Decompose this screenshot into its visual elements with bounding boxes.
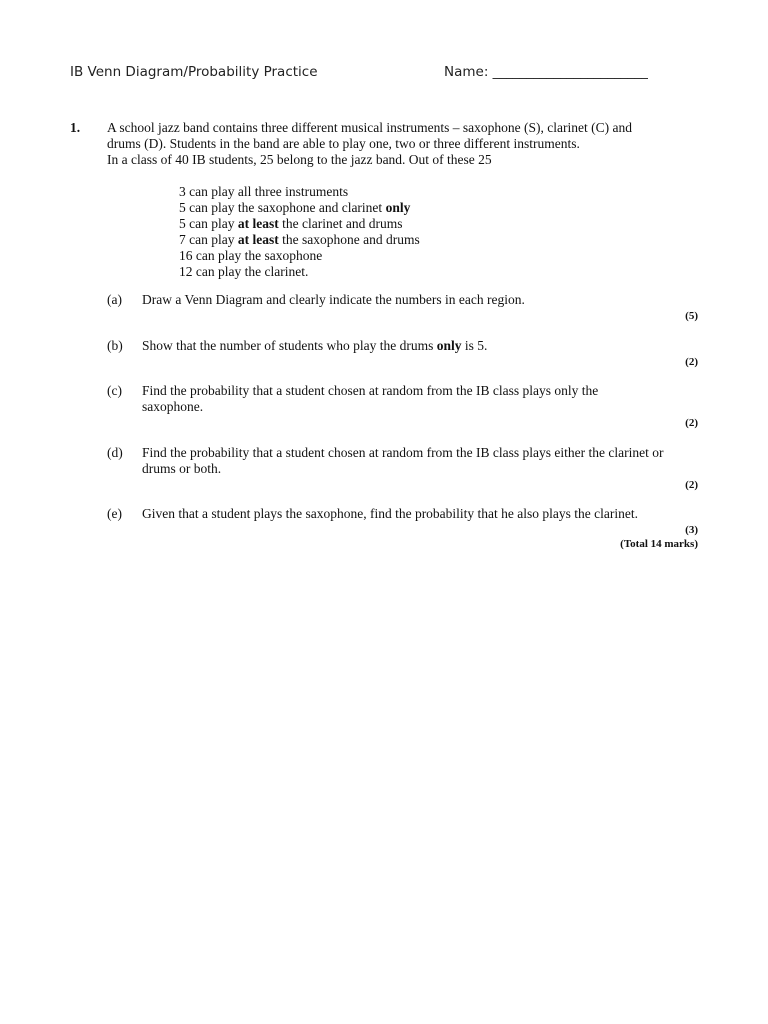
stem-line: A school jazz band contains three different musical instruments – saxophone (S), clarinet (C) and xyxy=(107,120,632,135)
marks-badge: (3) xyxy=(685,524,698,536)
fact-item: 12 can play the clarinet. xyxy=(179,264,309,279)
fact-item: 3 can play all three instruments xyxy=(179,184,349,199)
marks-badge: (5) xyxy=(685,310,698,322)
marks-badge: (2) xyxy=(685,356,698,368)
part-text: Given that a student plays the saxophone, find the probability that he also plays the clarinet. xyxy=(142,506,638,521)
part-text: Draw a Venn Diagram and clearly indicate the numbers in each region. xyxy=(142,292,525,307)
part-text: Find the probability that a student chosen at random from the IB class plays only the saxophone. xyxy=(142,383,599,414)
stem-line: drums (D). Students in the band are able to play one, two or three different instruments. xyxy=(107,136,580,151)
stem-line: In a class of 40 IB students, 25 belong to the jazz band. Out of these 25 xyxy=(107,152,492,167)
facts-list xyxy=(179,184,420,280)
part-label: (e) xyxy=(107,506,122,521)
worksheet-title: IB Venn Diagram/Probability Practice xyxy=(70,64,318,80)
part-label: (c) xyxy=(107,383,122,398)
part-label: (b) xyxy=(107,338,123,353)
marks-badge: (2) xyxy=(685,479,698,491)
marks-badge: (2) xyxy=(685,417,698,429)
fact-item: 16 can play the saxophone xyxy=(179,248,323,263)
part-text: Show that the number of students who play the drums only is 5. xyxy=(142,338,488,353)
fact-item: 5 can play the saxophone and clarinet only xyxy=(179,200,411,215)
part-label: (d) xyxy=(107,445,123,460)
fact-item: 5 can play at least the clarinet and drums xyxy=(179,216,403,231)
question-stem xyxy=(107,120,667,168)
question-number: 1. xyxy=(70,120,81,135)
name-field-label: Name: _______________________ xyxy=(444,64,648,80)
fact-item: 7 can play at least the saxophone and drums xyxy=(179,232,420,247)
part-text: Find the probability that a student chosen at random from the IB class plays either the clarinet or drums or both. xyxy=(142,445,664,476)
total-marks: (Total 14 marks) xyxy=(620,538,698,550)
part-label: (a) xyxy=(107,292,122,307)
